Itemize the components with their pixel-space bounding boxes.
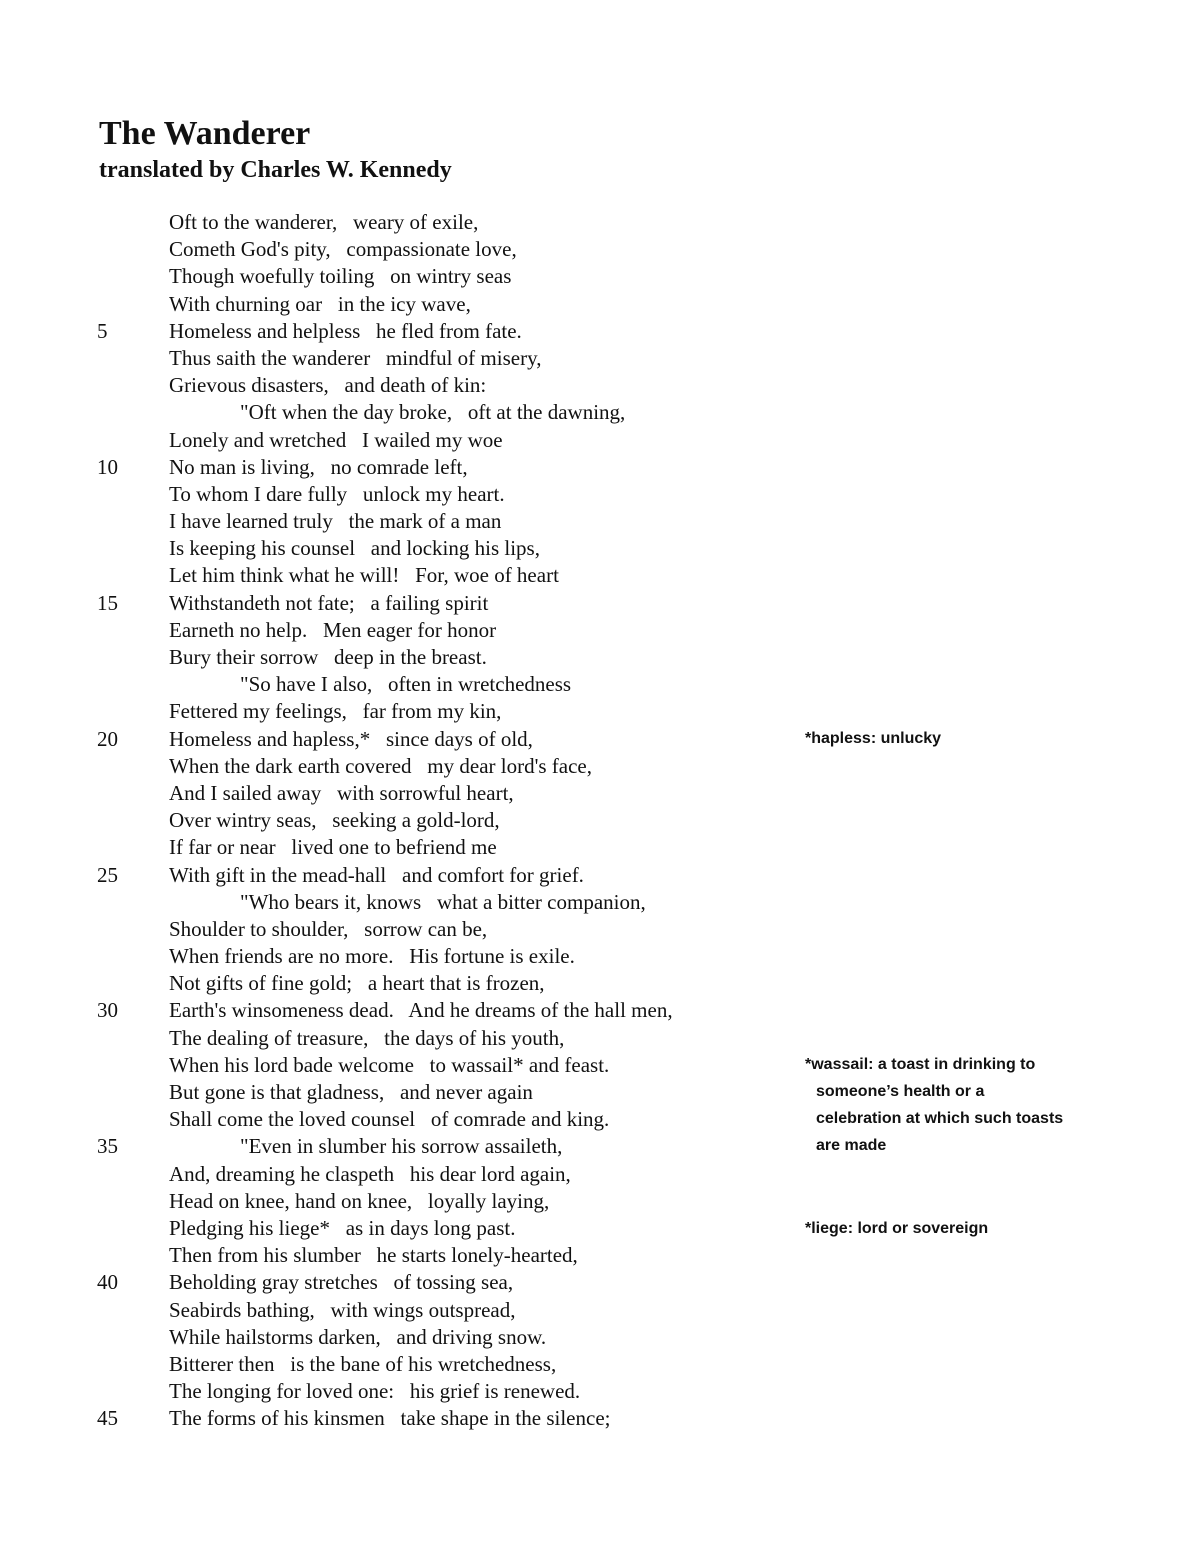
line-text: Seabirds bathing, with wings outspread, bbox=[169, 1297, 516, 1322]
poem-line bbox=[0, 726, 1200, 753]
line-text: Head on knee, hand on knee, loyally laying, bbox=[169, 1188, 550, 1213]
line-text: Shall come the loved counsel of comrade and king. bbox=[169, 1107, 610, 1132]
line-text: Thus saith the wanderer mindful of misery, bbox=[169, 345, 542, 370]
line-text: With gift in the mead-hall and comfort for grief. bbox=[169, 862, 584, 887]
poem-line bbox=[0, 862, 1200, 889]
footnote-wassail bbox=[805, 1051, 1063, 1159]
line-text: Withstandeth not fate; a failing spirit bbox=[169, 590, 489, 615]
poem-line bbox=[0, 590, 1200, 617]
poem-line bbox=[0, 209, 1200, 236]
poem-line bbox=[0, 1405, 1200, 1432]
footnote-wassail-line-3: celebration at which such toasts bbox=[816, 1110, 1064, 1127]
poem-line bbox=[0, 1188, 1200, 1215]
footnote-liege-text: *liege: lord or sovereign bbox=[805, 1220, 989, 1237]
line-text: While hailstorms darken, and driving snow. bbox=[169, 1324, 547, 1349]
line-text: The forms of his kinsmen take shape in the silence; bbox=[169, 1406, 611, 1431]
poem-line bbox=[0, 807, 1200, 834]
line-text: "Even in slumber his sorrow assaileth, bbox=[240, 1134, 563, 1159]
poem-line bbox=[0, 481, 1200, 508]
line-text: Is keeping his counsel and locking his lips, bbox=[169, 536, 540, 561]
line-number: 5 bbox=[97, 318, 108, 343]
line-number: 45 bbox=[97, 1406, 118, 1431]
poem-line bbox=[0, 671, 1200, 698]
line-text: Beholding gray stretches of tossing sea, bbox=[169, 1270, 514, 1295]
line-text: Homeless and helpless he fled from fate. bbox=[169, 318, 522, 343]
poem-line bbox=[0, 780, 1200, 807]
line-number: 10 bbox=[97, 454, 118, 479]
poem-line bbox=[0, 753, 1200, 780]
poem-line bbox=[0, 1324, 1200, 1351]
poem-line bbox=[0, 1351, 1200, 1378]
poem-line bbox=[0, 970, 1200, 997]
poem-line bbox=[0, 1242, 1200, 1269]
footnote-liege bbox=[805, 1215, 988, 1242]
line-text: Earneth no help. Men eager for honor bbox=[169, 617, 497, 642]
poem-line bbox=[0, 834, 1200, 861]
poem-line bbox=[0, 916, 1200, 943]
line-text: But gone is that gladness, and never again bbox=[169, 1080, 533, 1104]
line-text: Homeless and hapless,* since days of old, bbox=[169, 726, 533, 751]
poem-body bbox=[0, 209, 1200, 1432]
line-text: To whom I dare fully unlock my heart. bbox=[169, 481, 505, 506]
poem-line bbox=[0, 889, 1200, 916]
poem-line bbox=[0, 997, 1200, 1024]
line-text: If far or near lived one to befriend me bbox=[169, 835, 497, 860]
poem-line bbox=[0, 263, 1200, 290]
line-text: Earth's winsomeness dead. And he dreams of the hall men, bbox=[169, 998, 673, 1023]
poem-line bbox=[0, 372, 1200, 399]
poem-line bbox=[0, 454, 1200, 481]
line-text: The longing for loved one: his grief is renewed. bbox=[169, 1379, 581, 1404]
poem-line bbox=[0, 644, 1200, 671]
line-text: Grievous disasters, and death of kin: bbox=[169, 373, 487, 398]
poem-line bbox=[0, 291, 1200, 318]
line-text: No man is living, no comrade left, bbox=[169, 454, 468, 479]
line-text: The dealing of treasure, the days of his youth, bbox=[169, 1025, 565, 1050]
poem-line bbox=[0, 427, 1200, 454]
line-text: Bury their sorrow deep in the breast. bbox=[169, 645, 487, 669]
line-text: With churning oar in the icy wave, bbox=[169, 291, 471, 316]
line-text: And I sailed away with sorrowful heart, bbox=[169, 780, 514, 805]
line-text: Bitterer then is the bane of his wretchedness, bbox=[169, 1351, 557, 1376]
footnote-wassail-line-4: are made bbox=[816, 1137, 887, 1154]
line-number: 35 bbox=[97, 1134, 118, 1159]
line-text: Shoulder to shoulder, sorrow can be, bbox=[169, 916, 488, 941]
footnote-wassail-line-2: someone’s health or a bbox=[816, 1083, 985, 1100]
poem-line bbox=[0, 535, 1200, 562]
line-text: I have learned truly the mark of a man bbox=[169, 509, 502, 534]
poem-line bbox=[0, 617, 1200, 644]
line-text: "So have I also, often in wretchedness bbox=[240, 672, 572, 697]
line-text: When his lord bade welcome to wassail* and feast. bbox=[169, 1052, 610, 1077]
line-text: When friends are no more. His fortune is exile. bbox=[169, 944, 575, 969]
translator-credit: translated by Charles W. Kennedy bbox=[99, 157, 452, 183]
line-text: When the dark earth covered my dear lord's face, bbox=[169, 753, 592, 778]
line-text: Fettered my feelings, far from my kin, bbox=[169, 699, 502, 724]
footnote-wassail-line-1: *wassail: a toast in drinking to bbox=[805, 1056, 1036, 1073]
line-number: 15 bbox=[97, 590, 118, 615]
poem-line bbox=[0, 1269, 1200, 1296]
line-text: Over wintry seas, seeking a gold-lord, bbox=[169, 808, 500, 833]
line-text: Then from his slumber he starts lonely-hearted, bbox=[169, 1243, 578, 1268]
line-number: 25 bbox=[97, 862, 118, 887]
line-text: "Who bears it, knows what a bitter companion, bbox=[240, 889, 646, 914]
line-text: "Oft when the day broke, oft at the dawning, bbox=[240, 400, 626, 425]
poem-line bbox=[0, 943, 1200, 970]
page-title: The Wanderer bbox=[99, 115, 311, 152]
poem-line bbox=[0, 1297, 1200, 1324]
poem-line bbox=[0, 318, 1200, 345]
line-text: And, dreaming he claspeth his dear lord again, bbox=[169, 1161, 571, 1186]
footnote-hapless bbox=[805, 725, 941, 752]
poem-line bbox=[0, 399, 1200, 426]
line-number: 20 bbox=[97, 726, 118, 751]
line-number: 40 bbox=[97, 1270, 118, 1295]
line-text: Cometh God's pity, compassionate love, bbox=[169, 237, 517, 262]
line-text: Though woefully toiling on wintry seas bbox=[169, 264, 512, 289]
line-text: Let him think what he will! For, woe of heart bbox=[169, 563, 559, 588]
poem-line bbox=[0, 698, 1200, 725]
poem-line bbox=[0, 236, 1200, 263]
poem-line bbox=[0, 1215, 1200, 1242]
poem-line bbox=[0, 1161, 1200, 1188]
line-number: 30 bbox=[97, 998, 118, 1023]
line-text: Oft to the wanderer, weary of exile, bbox=[169, 210, 479, 234]
line-text: Pledging his liege* as in days long past. bbox=[169, 1215, 516, 1240]
poem-line bbox=[0, 345, 1200, 372]
footnote-hapless-text: *hapless: unlucky bbox=[805, 730, 942, 747]
poem-line bbox=[0, 1378, 1200, 1405]
line-text: Not gifts of fine gold; a heart that is frozen, bbox=[169, 971, 545, 996]
poem-line bbox=[0, 1025, 1200, 1052]
poem-line bbox=[0, 562, 1200, 589]
poem-line bbox=[0, 508, 1200, 535]
line-text: Lonely and wretched I wailed my woe bbox=[169, 427, 503, 452]
